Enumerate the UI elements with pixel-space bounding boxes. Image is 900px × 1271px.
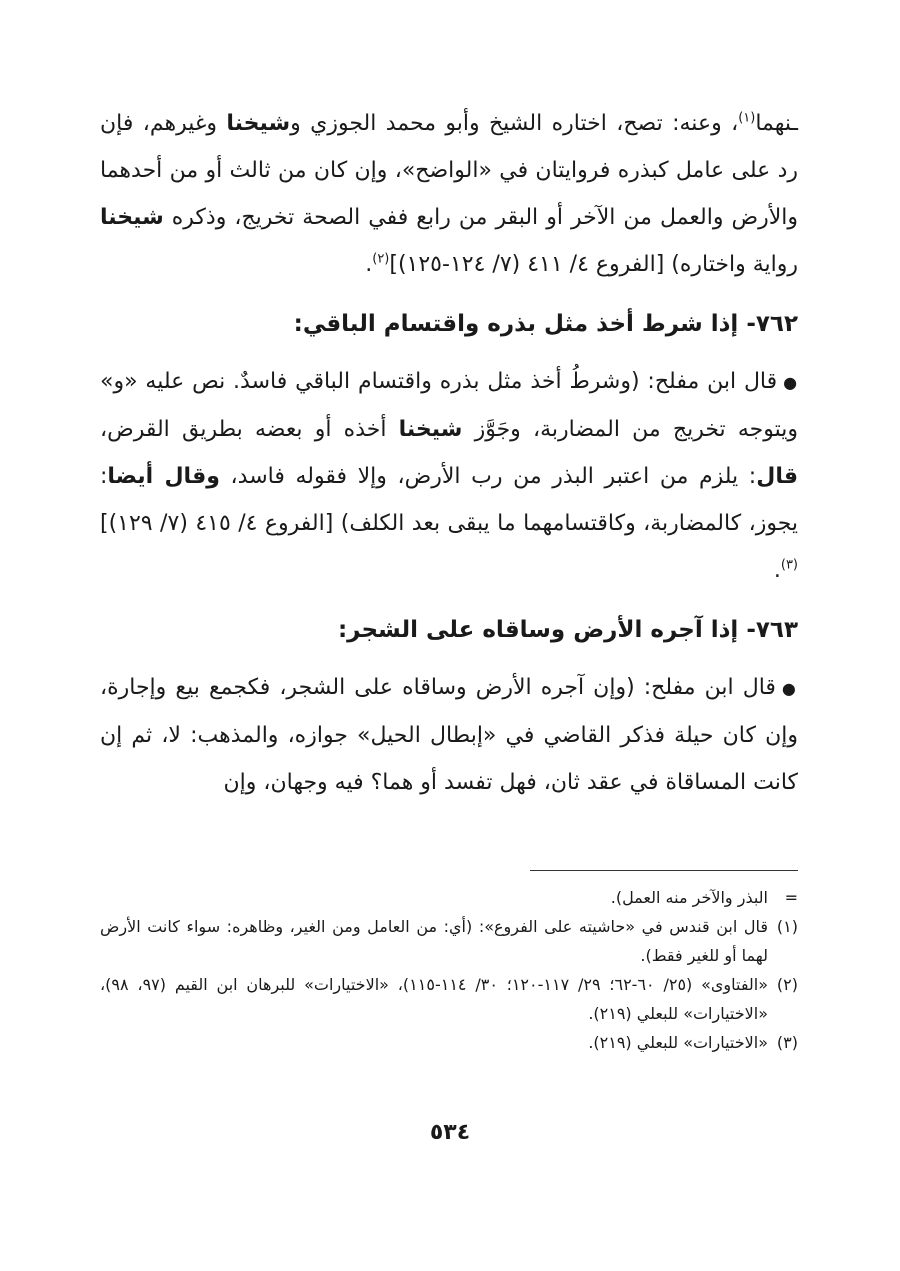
footnote-3 [100, 1028, 798, 1057]
footnote-1 [100, 912, 798, 970]
section-762-paragraph [100, 358, 798, 594]
section-763-text: قال ابن مفلح: (وإن آجره الأرض وساقاه على الشجر، فكجمع بيع وإجارة، وإن كان حيلة فذكر القاضي في «إبطال الحيل» جوازه، والمذهب: لا، ثم إن كانت المساقاة في عقد ثان، فهل تفسد أو هما؟ فيه وجهان، وإن [100, 675, 798, 795]
section-heading-763: ٧٦٣- إذا آجره الأرض وساقاه على الشجر: [337, 617, 798, 643]
footnote-number: = [784, 888, 798, 907]
main-text [100, 100, 798, 806]
footnote-ref-1[interactable]: (١) [738, 110, 756, 126]
footnotes [100, 870, 798, 1057]
footnote-text: قال ابن قندس في «حاشيته على الفروع»: (أي: من العامل ومن الغير، وظاهره: سواء كانت الأرض لهما أو للغير فقط). [100, 917, 768, 965]
bold-qala: قال [756, 464, 798, 489]
section-762-text-2: أخذه أو بعضه بطريق القرض، [100, 417, 399, 442]
section-762-text-4: : يجوز، كالمضاربة، وكاقتسامهما ما يبقى بعد الكلف) [الفروع ٤/ ٤١٥ (٧/ ١٢٩)] [100, 464, 799, 536]
intro-text-2: ، وعنه: تصح، اختاره الشيخ وأبو محمد الجوزي و [290, 111, 739, 136]
footnote-text: «الفتاوى» (٢٥/ ٦٠-٦٢؛ ٢٩/ ١١٧-١٢٠؛ ٣٠/ ١١٤-١١٥)، «الاختيارات» للبرهان ابن القيم (٩٧، ٩٨)، «الاختيارات» للبعلي (٢١٩). [100, 975, 769, 1023]
footnote-ref-3[interactable]: (٣) [780, 557, 798, 573]
intro-text-4: رواية واختاره) [الفروع ٤/ ٤١١ (٧/ ١٢٤-١٢٥)] [389, 252, 798, 277]
footnote-2 [100, 970, 798, 1028]
footnote-number: (٣) [776, 1033, 798, 1052]
page-number: ٥٣٤ [429, 1120, 471, 1145]
section-762-text-3: : يلزم من اعتبر البذر من رب الأرض، وإلا فقوله فاسد، [219, 464, 757, 489]
intro-text-3: وغيرهم، فإن رد على عامل كبذره فروايتان في «الواضح»، وإن كان من ثالث أو من أحدهما والأرض والعمل من الآخر أو البقر من رابع ففي الصحة تخريج، وذكره [100, 111, 798, 230]
bold-shaykhuna: شيخنا [398, 417, 463, 442]
bold-wa-qala-aydan: وقال أيضا [107, 464, 220, 489]
footnote-ref-2[interactable]: (٢) [372, 251, 390, 267]
footnote-text: «الاختيارات» للبعلي (٢١٩). [588, 1033, 768, 1052]
bullet-icon: ● [783, 373, 798, 392]
bold-shaykhuna: شيخنا [100, 205, 164, 230]
intro-text-5: . [365, 252, 373, 277]
footnote-continuation [100, 883, 798, 912]
section-762-text-5: . [773, 558, 781, 583]
footnote-number: (١) [776, 917, 798, 936]
section-heading-762: ٧٦٢- إذا شرط أخذ مثل بذره واقتسام الباقي: [293, 311, 798, 337]
bullet-icon: ● [781, 679, 798, 698]
section-762-text-1: قال ابن مفلح: (وشرطُ أخذ مثل بذره واقتسام الباقي فاسدٌ. نص عليه «و» ويتوجه تخريج من المضاربة، وجَوَّز [100, 369, 798, 442]
bold-shaykhuna: شيخنا [226, 111, 291, 136]
footnote-number: (٢) [776, 975, 798, 994]
intro-paragraph [100, 100, 798, 288]
section-763-paragraph [100, 664, 798, 806]
footnote-divider [530, 870, 798, 871]
footnote-text: البذر والآخر منه العمل). [610, 888, 768, 907]
intro-text-1: ـنهما [755, 111, 798, 136]
